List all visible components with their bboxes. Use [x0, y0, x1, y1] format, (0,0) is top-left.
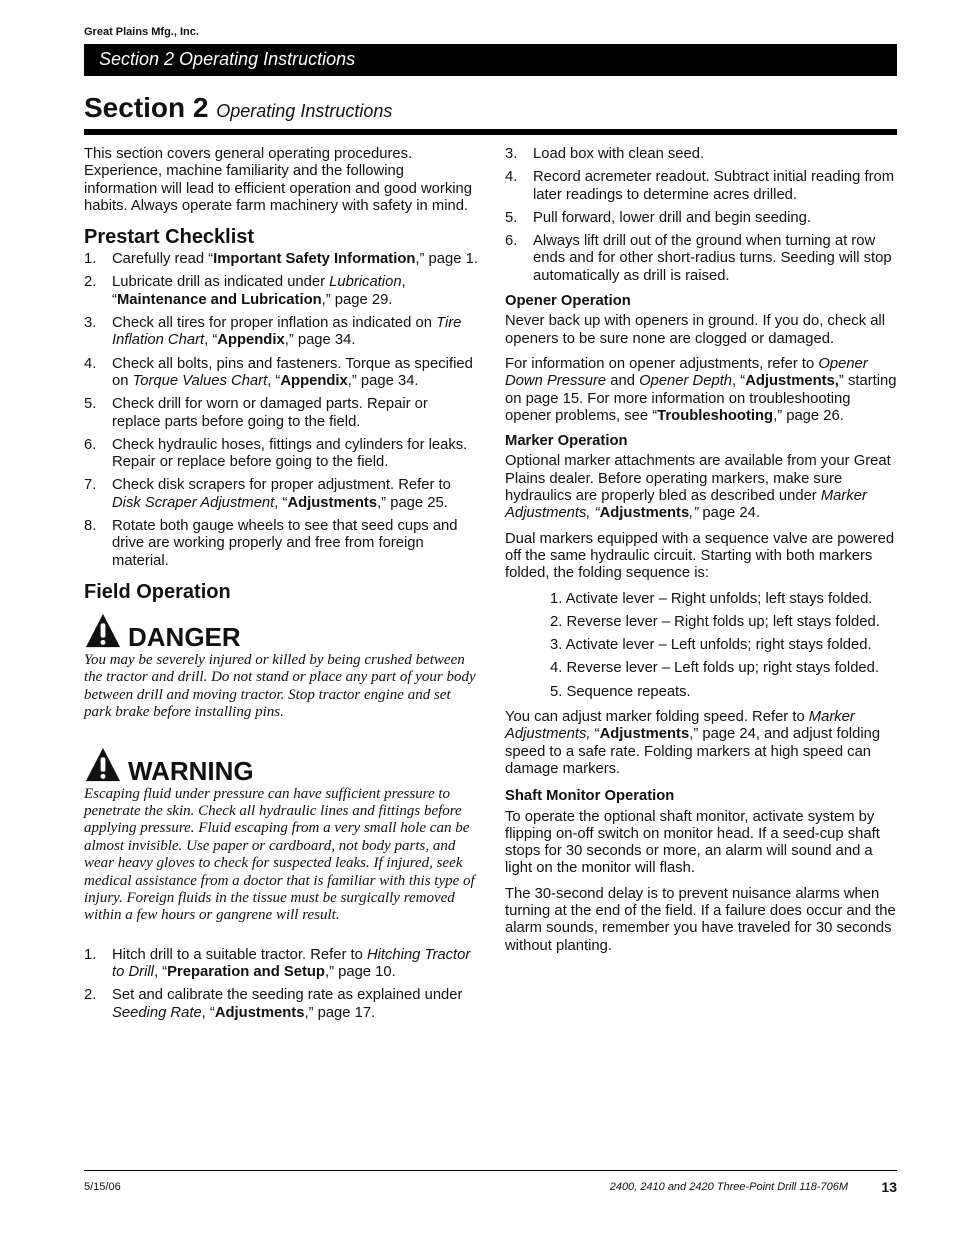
list-item: 5. Pull forward, lower drill and begin seeding.	[505, 209, 812, 226]
marker-sequence-list	[505, 591, 898, 701]
shaft-paragraph-1: To operate the optional shaft monitor, activate system by flipping on-off switch on monitor head. If a seed-cup shaft stops for 30 seconds or more, an alarm will sound and a light on the monitor will flash.	[505, 808, 880, 877]
list-item: 1. Carefully read “Important Safety Information,” page 1.	[84, 251, 478, 268]
marker-paragraph-3: You can adjust marker folding speed. Refer to Marker Adjustments, “Adjustments,” page 24, and adjust folding speed to a safe rate. Folding markers at high speed can damage markers.	[505, 709, 881, 777]
list-item: 3. Check all tires for proper inflation as indicated on Tire Inflation Chart, “Appendix,” page 34.	[84, 315, 462, 349]
list-item: 4. Check all bolts, pins and fasteners. Torque as specified on Torque Values Chart, “Appendix,” page 34.	[84, 355, 473, 389]
field-steps-continued	[505, 146, 898, 285]
list-item: 1. Hitch drill to a suitable tractor. Refer to Hitching Tractor to Drill, “Preparation and Setup,” page 10.	[84, 946, 471, 981]
warning-word: WARNING	[128, 755, 254, 786]
list-item: 6. Check hydraulic hoses, fittings and cylinders for leaks. Repair or replace before going to the field.	[84, 436, 468, 471]
shaft-paragraph-2: The 30-second delay is to prevent nuisance alarms when turning at the end of the field. If a failure does occur and the alarm sounds, remember you have traveled for 30 seconds without planting.	[505, 885, 896, 954]
footer-rule	[84, 1170, 897, 1171]
sequence-item: 4. Reverse lever – Left folds up; right stays folded.	[550, 660, 879, 677]
danger-warning-icon	[84, 612, 122, 650]
list-item: 6. Always lift drill out of the ground when turning at row ends and for other short-radius turns. Seeding will stop automatically as drill is raised.	[505, 233, 892, 284]
page-title	[84, 92, 392, 124]
warning-header	[84, 744, 478, 786]
title-main: Section 2	[84, 92, 209, 123]
list-item: 3. Load box with clean seed.	[505, 146, 705, 162]
marker-paragraph-1: Optional marker attachments are available from your Great Plains dealer. Before operating markers, make sure hydraulics are properly bled as described under Marker Adjustments, “Adjustments,” page 24.	[505, 453, 891, 522]
company-name: Great Plains Mfg., Inc.	[84, 26, 199, 38]
page-number: 13	[881, 1179, 897, 1195]
left-column	[84, 146, 478, 1030]
footer-date: 5/15/06	[84, 1181, 121, 1193]
sequence-item: 5. Sequence repeats.	[550, 683, 691, 700]
section-header-bar: Section 2 Operating Instructions	[84, 44, 897, 76]
title-rule	[84, 129, 897, 135]
opener-heading: Opener Operation	[505, 293, 631, 310]
warning-icon	[84, 746, 122, 784]
sequence-item: 1. Activate lever – Right unfolds; left stays folded.	[550, 590, 873, 607]
intro-paragraph: This section covers general operating procedures. Experience, machine familiarity and the following information will lead to efficient operation and good working habits. Always operate farm machinery with safety in mind.	[84, 146, 472, 214]
list-item: 8. Rotate both gauge wheels to see that seed cups and drive are working properly and free from foreign material.	[84, 518, 458, 569]
list-item: 7. Check disk scrapers for proper adjustment. Refer to Disk Scraper Adjustment, “Adjustments,” page 25.	[84, 477, 451, 511]
danger-word: DANGER	[128, 621, 241, 652]
sequence-item: 2. Reverse lever – Right folds up; left stays folded.	[550, 613, 880, 630]
opener-paragraph-1: Never back up with openers in ground. If you do, check all openers to be sure none are clogged or damaged.	[505, 313, 886, 347]
title-sub: Operating Instructions	[216, 101, 393, 121]
opener-paragraph-2: For information on opener adjustments, refer to Opener Down Pressure and Opener Depth, “Adjustments,” starting on page 15. For more information on troubleshooting opener problems, see “Troubleshooting,” page 26.	[505, 355, 897, 424]
warning-text: Escaping fluid under pressure can have sufficient pressure to penetrate the skin. Check all hydraulic lines and fittings before applying pressure. Fluid escaping from a very small hole can be almost invisible. Use paper or cardboard, not body parts, and wear heavy gloves to check for suspected leaks. If injured, seek medical assistance from a doctor that is familiar with this type of injury. Foreign fluids in the tissue must be surgically removed within a few hours or gangrene will result.	[84, 785, 475, 924]
list-item: 2. Lubricate drill as indicated under Lubrication, “Maintenance and Lubrication,” page 29.	[84, 274, 406, 308]
list-item: 4. Record acremeter readout. Subtract initial reading from later readings to determine acres drilled.	[505, 169, 895, 203]
danger-header	[84, 610, 478, 652]
field-steps-list	[84, 947, 478, 1022]
danger-text: You may be severely injured or killed by being crushed between the tractor and drill. Do not stand or place any part of your body between drill and moving tractor. Stop tractor engine and set park brake before installing pins.	[84, 651, 476, 721]
prestart-heading: Prestart Checklist	[84, 226, 255, 249]
list-item: 2. Set and calibrate the seeding rate as explained under Seeding Rate, “Adjustments,” page 17.	[84, 987, 463, 1021]
field-operation-heading: Field Operation	[84, 580, 231, 603]
marker-paragraph-2: Dual markers equipped with a sequence valve are powered off the same hydraulic circuit. Starting with both markers folded, the folding sequence is:	[505, 530, 895, 582]
right-column	[505, 146, 898, 963]
list-item: 5. Check drill for worn or damaged parts. Repair or replace parts before going to the field.	[84, 396, 428, 430]
marker-heading: Marker Operation	[505, 433, 628, 450]
footer-title: 2400, 2410 and 2420 Three-Point Drill 118-706M	[609, 1181, 848, 1193]
prestart-list	[84, 251, 478, 570]
sequence-item: 3. Activate lever – Left unfolds; right stays folded.	[550, 637, 872, 654]
shaft-monitor-heading: Shaft Monitor Operation	[505, 788, 675, 805]
